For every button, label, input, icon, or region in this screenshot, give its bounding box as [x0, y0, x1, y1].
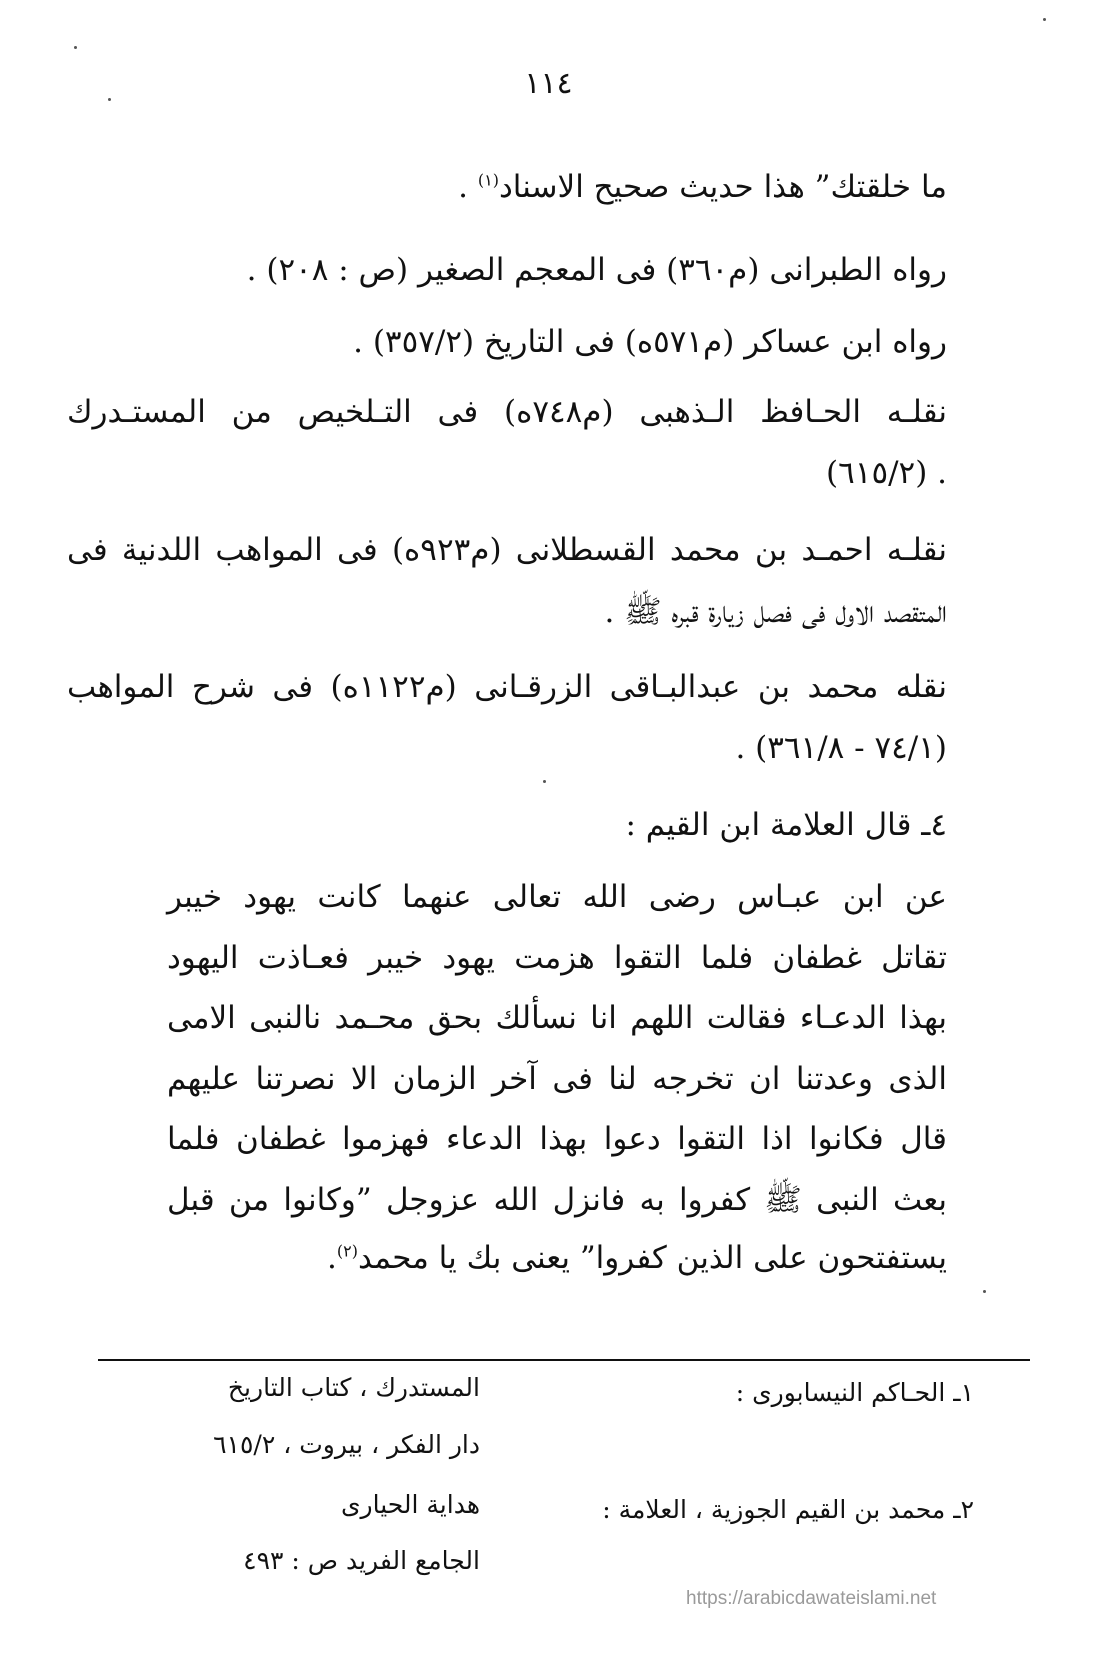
- footnote-marker: (١): [477, 170, 499, 190]
- footnote-label: ١ـ الحـاكم النيسابورى :: [735, 1378, 974, 1407]
- text-line: رواه الطبرانى (م٣٦٠) فى المعجم الصغير (ص : ٢٠٨) .: [246, 252, 947, 288]
- page-number: ١١٤: [524, 66, 573, 101]
- text-line: نقلـه احمـد بن محمد القسطلانى (م٩٢٣ه) فى المواهب اللدنية فى: [67, 532, 947, 568]
- quote-line: بهذا الدعـاء فقالت اللهم انا نسألك بحق محـمد نالنبى الامى: [167, 1000, 947, 1036]
- text-line: نقلـه الحـافظ الـذهبى (م٧٤٨ه) فى التـلخيص من المستـدرك: [67, 394, 948, 430]
- quote-line-content: يستفتحون على الذين كفروا” يعنى بك يا محمد: [358, 1240, 947, 1276]
- footnote-source: الجامع الفريد ص : ٤٩٣: [243, 1546, 480, 1575]
- text-line: رواه ابن عساكر (م٥٧١ه) فى التاريخ (٣٥٧/٢) .: [353, 324, 947, 360]
- footnote-marker: (٢): [336, 1241, 358, 1261]
- quote-line: قال فكانوا اذا التقوا دعوا بهذا الدعاء فهزموا غطفان فلما: [167, 1121, 947, 1157]
- scan-speck: [543, 780, 546, 783]
- quote-line: تقاتل غطفان فلما التقوا هزمت يهود خيبر فعـاذت اليهود: [167, 940, 947, 976]
- text-line-end: .: [458, 169, 478, 205]
- scan-speck: [983, 1290, 986, 1293]
- quote-line: بعث النبى ﷺ كفروا به فانزل الله عزوجل ”وكانوا من قبل: [167, 1182, 947, 1218]
- text-line: (٧٤/١ - ٣٦١/٨) .: [735, 730, 947, 766]
- quote-line: الذى وعدتنا ان تخرجه لنا فى آخر الزمان الا نصرتنا عليهم: [167, 1061, 947, 1097]
- footnote-source: دار الفكر ، بيروت ، ٦١٥/٢: [213, 1430, 480, 1459]
- quote-line: [167, 1240, 947, 1276]
- quote-line: عن ابن عبـاس رضى الله تعالى عنهما كانت يهود خيبر: [167, 879, 947, 915]
- scan-speck: [74, 46, 77, 49]
- text-line: . (٦١٥/٢): [826, 455, 947, 491]
- footnote-divider: [98, 1359, 1030, 1361]
- text-line: نقله محمد بن عبدالبـاقى الزرقـانى (م١١٢٢ه) فى شرح المواهب: [67, 669, 947, 705]
- footnote-source: هداية الحيارى: [340, 1490, 480, 1519]
- scan-speck: [1043, 18, 1046, 21]
- watermark-url: https://arabicdawateislami.net: [686, 1588, 937, 1609]
- text-line: المتقصد الاول فى فصل زيارة قبره ﷺ .: [604, 594, 947, 630]
- footnote-label: ٢ـ محمد بن القيم الجوزية ، العلامة :: [602, 1495, 974, 1524]
- section-heading: ٤ـ قال العلامة ابن القيم :: [625, 807, 947, 843]
- text-line-content: ما خلقتك” هذا حديث صحيح الاسناد: [498, 169, 947, 205]
- scan-speck: [108, 98, 111, 101]
- footnote-source: المستدرك ، كتاب التاريخ: [227, 1373, 480, 1402]
- quote-line-end: .: [327, 1240, 337, 1276]
- text-line: [67, 169, 947, 205]
